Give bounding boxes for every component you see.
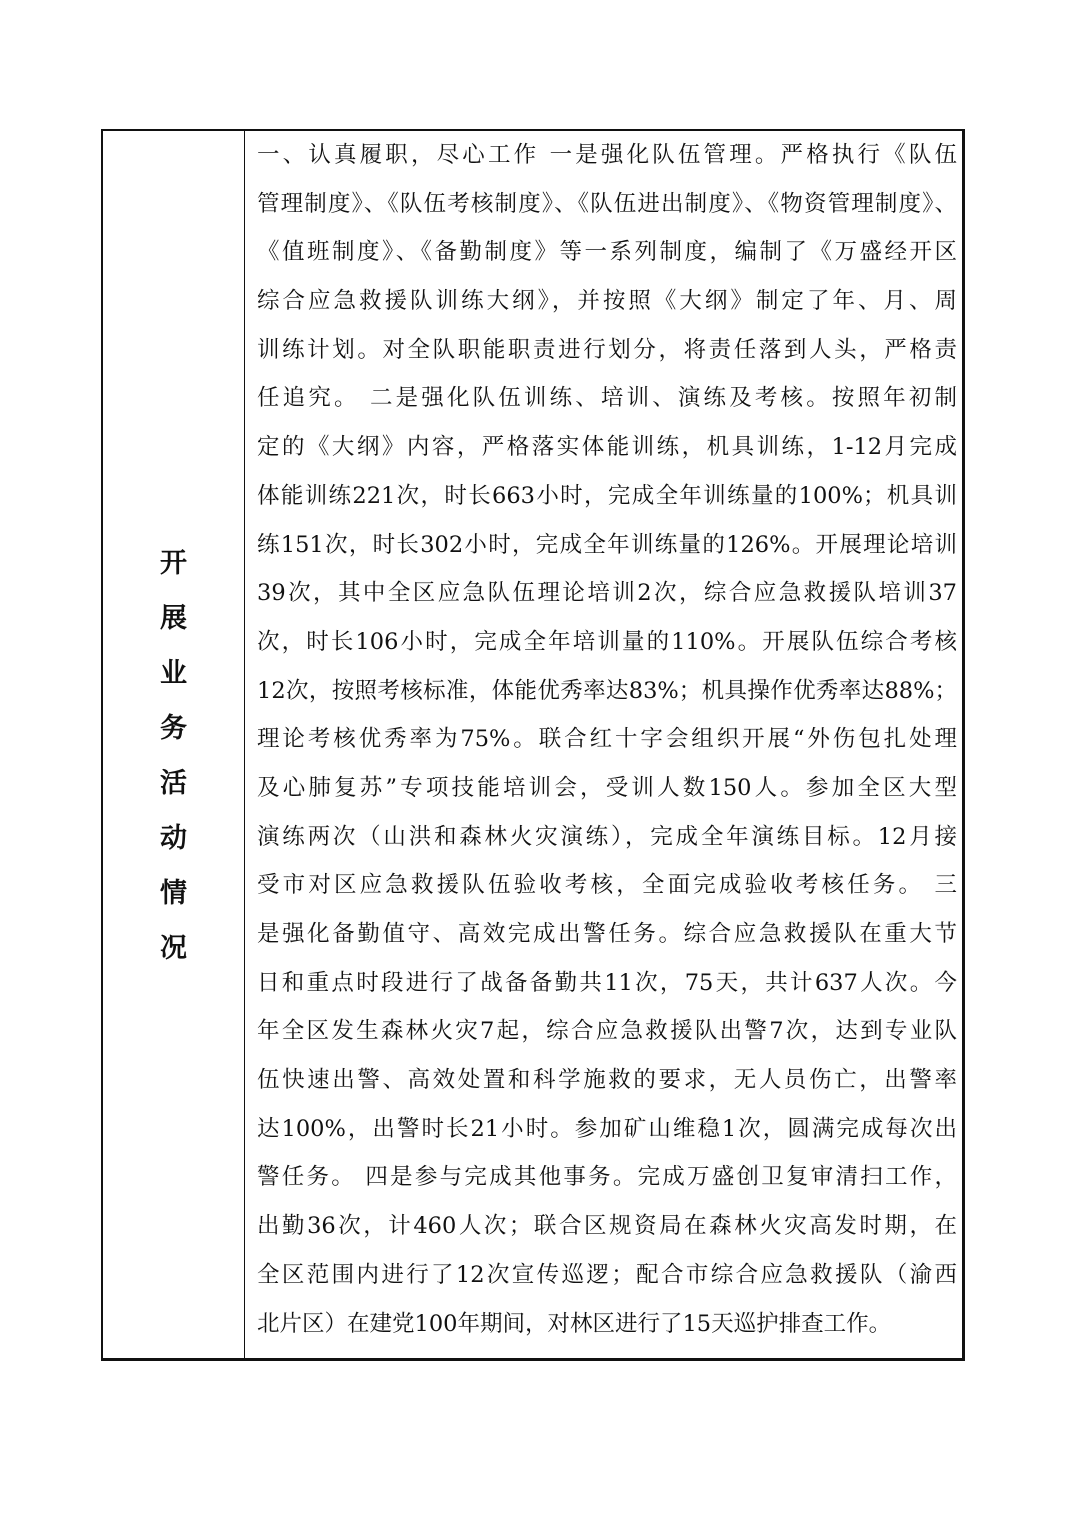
content-line: 管理制度》、《队伍考核制度》、《队伍进出制度》、《物资管理制度》、 [257,190,957,217]
content-line: 出勤36次，计460人次；联合区规资局在森林火灾高发时期，在 [257,1213,957,1240]
content-line: 理论考核优秀率为75%。联合红十字会组织开展“外伤包扎处理 [257,726,957,753]
content-line: 演练两次（山洪和森林火灾演练），完成全年演练目标。12月接 [257,823,957,850]
section-label-char: 展 [160,603,187,634]
section-label-char: 务 [160,713,187,744]
content-line: 达100%，出警时长21小时。参加矿山维稳1次，圆满完成每次出 [257,1115,957,1142]
content-line: 受市对区应急救援队伍验收考核，全面完成验收考核任务。 三 [257,872,957,899]
report-table [101,129,965,1361]
content-line: 北片区）在建党100年期间，对林区进行了15天巡护排查工作。 [257,1310,892,1337]
content-line: 体能训练221次，时长663小时，完成全年训练量的100%；机具训 [257,482,957,509]
activity-content [257,131,957,1348]
content-line: 年全区发生森林火灾7起，综合应急救援队出警7次，达到专业队 [257,1018,957,1045]
content-line: 一、认真履职，尽心工作 一是强化队伍管理。严格执行《队伍 [257,142,957,168]
content-line: 日和重点时段进行了战备备勤共11次，75天，共计637人次。今 [257,969,957,996]
label-cell [103,131,244,1358]
content-line: 警任务。 四是参与完成其他事务。完成万盛创卫复审清扫工作， [257,1164,957,1191]
column-divider [244,131,245,1358]
section-label-char: 情 [160,878,187,909]
content-line: 次，时长106小时，完成全年培训量的110%。开展队伍综合考核 [257,628,957,655]
content-line: 综合应急救援队训练大纲》，并按照《大纲》制定了年、月、周 [257,288,957,315]
section-label-char: 况 [160,933,187,964]
content-line: 是强化备勤值守、高效完成出警任务。综合应急救援队在重大节 [257,921,957,947]
section-label-char: 开 [160,548,187,579]
content-line: 练151次，时长302小时，完成全年训练量的126%。开展理论培训 [257,531,957,558]
content-line: 训练计划。对全队职能职责进行划分，将责任落到人头，严格责 [257,336,957,363]
content-line: 任追究。 二是强化队伍训练、培训、演练及考核。按照年初制 [257,385,957,412]
content-line: 《值班制度》、《备勤制度》等一系列制度，编制了《万盛经开区 [257,239,957,266]
content-line: 伍快速出警、高效处置和科学施救的要求，无人员伤亡，出警率 [257,1067,957,1094]
content-line: 全区范围内进行了12次宣传巡逻；配合市综合应急救援队（渝西 [257,1261,957,1288]
content-line: 39次，其中全区应急队伍理论培训2次，综合应急救援队培训37 [257,580,957,607]
content-line: 定的《大纲》内容，严格落实体能训练，机具训练，1-12月完成 [257,434,957,461]
section-label-char: 活 [160,768,187,799]
content-line: 及心肺复苏”专项技能培训会，受训人数150人。参加全区大型 [257,774,957,801]
section-label-char: 动 [160,823,187,854]
content-line: 12次，按照考核标准，体能优秀率达83%；机具操作优秀率达88%； [257,677,957,704]
section-label [103,536,244,976]
section-label-char: 业 [160,658,187,689]
